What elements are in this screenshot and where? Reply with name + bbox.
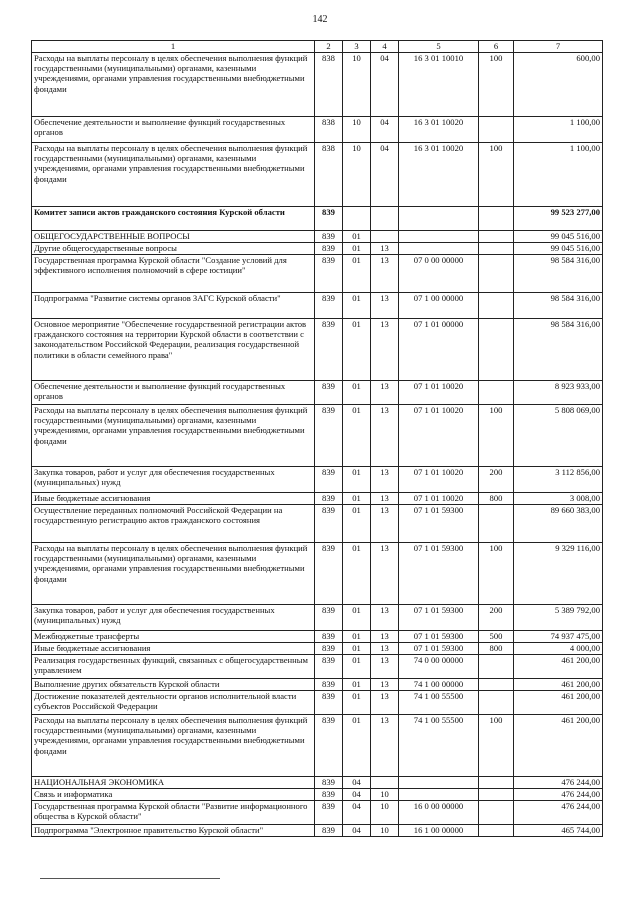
target-article-cell: 74 1 00 55500: [399, 691, 479, 715]
target-article-cell: 07 1 01 00000: [399, 319, 479, 381]
target-article-cell: 74 1 00 00000: [399, 679, 479, 691]
row-name-cell: Комитет записи актов гражданского состояния Курской области: [32, 207, 315, 231]
department-code-cell: 839: [315, 405, 343, 467]
table-row: [32, 643, 603, 655]
expense-type-cell: 100: [479, 543, 514, 605]
amount-cell: 5 808 069,00: [514, 405, 603, 467]
column-header: 5: [399, 41, 479, 53]
section-code-cell: 01: [343, 631, 371, 643]
table-row: [32, 543, 603, 605]
subsection-code-cell: 13: [371, 467, 399, 493]
section-code-cell: 01: [343, 293, 371, 319]
table-row: [32, 231, 603, 243]
section-code-cell: 01: [343, 655, 371, 679]
row-name-cell: Расходы на выплаты персоналу в целях обеспечения выполнения функций государственными (муниципальными) органами, казенными учреждениями, органами управления государственными внебюджетными фондами: [32, 715, 315, 777]
table-row: [32, 505, 603, 543]
expense-type-cell: [479, 243, 514, 255]
table-row: [32, 143, 603, 207]
column-header: 6: [479, 41, 514, 53]
table-header-row: [32, 41, 603, 53]
subsection-code-cell: 13: [371, 605, 399, 631]
expense-type-cell: [479, 691, 514, 715]
row-name-cell: Межбюджетные трансферты: [32, 631, 315, 643]
row-name-cell: Расходы на выплаты персоналу в целях обеспечения выполнения функций государственными (муниципальными) органами, казенными учреждениями, органами управления государственными внебюджетными фондами: [32, 53, 315, 117]
expense-type-cell: [479, 777, 514, 789]
row-name-cell: НАЦИОНАЛЬНАЯ ЭКОНОМИКА: [32, 777, 315, 789]
expense-type-cell: 100: [479, 715, 514, 777]
department-code-cell: 839: [315, 467, 343, 493]
subsection-code-cell: 04: [371, 53, 399, 117]
expense-type-cell: 100: [479, 405, 514, 467]
expense-type-cell: [479, 293, 514, 319]
row-name-cell: ОБЩЕГОСУДАРСТВЕННЫЕ ВОПРОСЫ: [32, 231, 315, 243]
amount-cell: 476 244,00: [514, 801, 603, 825]
target-article-cell: 07 1 01 10020: [399, 405, 479, 467]
section-code-cell: 01: [343, 679, 371, 691]
section-code-cell: 01: [343, 319, 371, 381]
department-code-cell: 839: [315, 679, 343, 691]
row-name-cell: Закупка товаров, работ и услуг для обеспечения государственных (муниципальных) нужд: [32, 467, 315, 493]
subsection-code-cell: 13: [371, 493, 399, 505]
target-article-cell: 07 1 00 00000: [399, 293, 479, 319]
column-header: 3: [343, 41, 371, 53]
table-row: [32, 605, 603, 631]
department-code-cell: 838: [315, 117, 343, 143]
subsection-code-cell: 13: [371, 319, 399, 381]
subsection-code-cell: 13: [371, 655, 399, 679]
section-code-cell: 10: [343, 143, 371, 207]
subsection-code-cell: [371, 777, 399, 789]
section-code-cell: 01: [343, 505, 371, 543]
target-article-cell: [399, 777, 479, 789]
amount-cell: 5 389 792,00: [514, 605, 603, 631]
subsection-code-cell: 10: [371, 789, 399, 801]
expense-type-cell: [479, 825, 514, 837]
amount-cell: 98 584 316,00: [514, 319, 603, 381]
expense-type-cell: [479, 207, 514, 231]
department-code-cell: 839: [315, 643, 343, 655]
section-code-cell: 10: [343, 117, 371, 143]
target-article-cell: 16 3 01 10020: [399, 117, 479, 143]
row-name-cell: Основное мероприятие "Обеспечение государственной регистрации актов гражданского состояния на территории Курской области в соответствии с законодательством Российской Федерации, реализация государственной политики в области семейного права": [32, 319, 315, 381]
department-code-cell: 838: [315, 143, 343, 207]
department-code-cell: 839: [315, 655, 343, 679]
department-code-cell: 839: [315, 825, 343, 837]
amount-cell: 461 200,00: [514, 691, 603, 715]
section-code-cell: 10: [343, 53, 371, 117]
row-name-cell: Связь и информатика: [32, 789, 315, 801]
column-header: 7: [514, 41, 603, 53]
subsection-code-cell: 10: [371, 801, 399, 825]
amount-cell: 99 045 516,00: [514, 231, 603, 243]
section-code-cell: 04: [343, 777, 371, 789]
table-row: [32, 715, 603, 777]
department-code-cell: 839: [315, 319, 343, 381]
amount-cell: 476 244,00: [514, 789, 603, 801]
target-article-cell: [399, 231, 479, 243]
department-code-cell: 839: [315, 715, 343, 777]
row-name-cell: Иные бюджетные ассигнования: [32, 493, 315, 505]
section-code-cell: 01: [343, 643, 371, 655]
expense-type-cell: [479, 381, 514, 405]
amount-cell: 98 584 316,00: [514, 255, 603, 293]
row-name-cell: Иные бюджетные ассигнования: [32, 643, 315, 655]
row-name-cell: Расходы на выплаты персоналу в целях обеспечения выполнения функций государственными (муниципальными) органами, казенными учреждениями, органами управления государственными внебюджетными фондами: [32, 543, 315, 605]
row-name-cell: Государственная программа Курской области "Развитие информационного общества в Курской области": [32, 801, 315, 825]
department-code-cell: 839: [315, 631, 343, 643]
department-code-cell: 839: [315, 255, 343, 293]
department-code-cell: 839: [315, 293, 343, 319]
expense-type-cell: 200: [479, 605, 514, 631]
amount-cell: 98 584 316,00: [514, 293, 603, 319]
target-article-cell: 07 1 01 10020: [399, 493, 479, 505]
table-row: [32, 255, 603, 293]
row-name-cell: Государственная программа Курской области "Создание условий для эффективного исполнения полномочий в сфере юстиции": [32, 255, 315, 293]
expense-type-cell: [479, 655, 514, 679]
section-code-cell: 01: [343, 255, 371, 293]
section-code-cell: 04: [343, 825, 371, 837]
amount-cell: 1 100,00: [514, 143, 603, 207]
department-code-cell: 839: [315, 505, 343, 543]
expense-type-cell: [479, 319, 514, 381]
row-name-cell: Расходы на выплаты персоналу в целях обеспечения выполнения функций государственными (муниципальными) органами, казенными учреждениями, органами управления государственными внебюджетными фондами: [32, 405, 315, 467]
table-row: [32, 631, 603, 643]
expense-type-cell: [479, 117, 514, 143]
target-article-cell: 16 1 00 00000: [399, 825, 479, 837]
amount-cell: 461 200,00: [514, 715, 603, 777]
subsection-code-cell: 13: [371, 543, 399, 605]
section-code-cell: 01: [343, 405, 371, 467]
row-name-cell: Обеспечение деятельности и выполнение функций государственных органов: [32, 117, 315, 143]
row-name-cell: Подпрограмма "Развитие системы органов ЗАГС Курской области": [32, 293, 315, 319]
amount-cell: 3 008,00: [514, 493, 603, 505]
row-name-cell: Достижение показателей деятельности органов исполнительной власти субъектов Российской Федерации: [32, 691, 315, 715]
expense-type-cell: [479, 679, 514, 691]
table-row: [32, 53, 603, 117]
amount-cell: 465 744,00: [514, 825, 603, 837]
table-row: [32, 319, 603, 381]
amount-cell: 461 200,00: [514, 655, 603, 679]
section-code-cell: 01: [343, 231, 371, 243]
expense-type-cell: 200: [479, 467, 514, 493]
row-name-cell: Расходы на выплаты персоналу в целях обеспечения выполнения функций государственными (муниципальными) органами, казенными учреждениями, органами управления государственными внебюджетными фондами: [32, 143, 315, 207]
row-name-cell: Обеспечение деятельности и выполнение функций государственных органов: [32, 381, 315, 405]
row-name-cell: Подпрограмма "Электронное правительство Курской области": [32, 825, 315, 837]
target-article-cell: [399, 243, 479, 255]
budget-table: [31, 40, 603, 837]
amount-cell: 476 244,00: [514, 777, 603, 789]
department-code-cell: 839: [315, 691, 343, 715]
section-code-cell: [343, 207, 371, 231]
department-code-cell: 838: [315, 53, 343, 117]
column-header: 1: [32, 41, 315, 53]
row-name-cell: Закупка товаров, работ и услуг для обеспечения государственных (муниципальных) нужд: [32, 605, 315, 631]
amount-cell: 4 000,00: [514, 643, 603, 655]
department-code-cell: 839: [315, 801, 343, 825]
subsection-code-cell: 13: [371, 631, 399, 643]
target-article-cell: 16 0 00 00000: [399, 801, 479, 825]
expense-type-cell: 800: [479, 493, 514, 505]
amount-cell: 89 660 383,00: [514, 505, 603, 543]
section-code-cell: 04: [343, 789, 371, 801]
table-row: [32, 243, 603, 255]
section-code-cell: 01: [343, 243, 371, 255]
target-article-cell: 07 1 01 10020: [399, 381, 479, 405]
table-row: [32, 207, 603, 231]
target-article-cell: 07 1 01 59300: [399, 631, 479, 643]
subsection-code-cell: 13: [371, 505, 399, 543]
subsection-code-cell: 13: [371, 679, 399, 691]
expense-type-cell: [479, 231, 514, 243]
subsection-code-cell: [371, 231, 399, 243]
table-row: [32, 825, 603, 837]
subsection-code-cell: 10: [371, 825, 399, 837]
department-code-cell: 839: [315, 605, 343, 631]
subsection-code-cell: 04: [371, 143, 399, 207]
amount-cell: 3 112 856,00: [514, 467, 603, 493]
section-code-cell: 01: [343, 691, 371, 715]
expense-type-cell: [479, 789, 514, 801]
amount-cell: 99 045 516,00: [514, 243, 603, 255]
subsection-code-cell: 13: [371, 643, 399, 655]
target-article-cell: 07 0 00 00000: [399, 255, 479, 293]
subsection-code-cell: 13: [371, 691, 399, 715]
department-code-cell: 839: [315, 381, 343, 405]
department-code-cell: 839: [315, 777, 343, 789]
amount-cell: 74 937 475,00: [514, 631, 603, 643]
subsection-code-cell: 04: [371, 117, 399, 143]
subsection-code-cell: 13: [371, 381, 399, 405]
section-code-cell: 01: [343, 493, 371, 505]
table-row: [32, 655, 603, 679]
table-row: [32, 405, 603, 467]
page-number: 142: [312, 14, 328, 25]
table-row: [32, 777, 603, 789]
expense-type-cell: 800: [479, 643, 514, 655]
subsection-code-cell: 13: [371, 243, 399, 255]
department-code-cell: 839: [315, 543, 343, 605]
department-code-cell: 839: [315, 207, 343, 231]
amount-cell: 8 923 933,00: [514, 381, 603, 405]
table-row: [32, 789, 603, 801]
amount-cell: 600,00: [514, 53, 603, 117]
target-article-cell: 07 1 01 59300: [399, 543, 479, 605]
amount-cell: 9 329 116,00: [514, 543, 603, 605]
section-code-cell: 01: [343, 381, 371, 405]
amount-cell: 461 200,00: [514, 679, 603, 691]
target-article-cell: [399, 789, 479, 801]
target-article-cell: 07 1 01 59300: [399, 605, 479, 631]
subsection-code-cell: 13: [371, 405, 399, 467]
column-header: 4: [371, 41, 399, 53]
target-article-cell: 16 3 01 10020: [399, 143, 479, 207]
row-name-cell: Реализация государственных функций, связанных с общегосударственным управлением: [32, 655, 315, 679]
target-article-cell: 07 1 01 59300: [399, 505, 479, 543]
target-article-cell: 74 1 00 55500: [399, 715, 479, 777]
table-row: [32, 493, 603, 505]
expense-type-cell: 100: [479, 143, 514, 207]
table-row: [32, 467, 603, 493]
target-article-cell: 16 3 01 10010: [399, 53, 479, 117]
table-row: [32, 679, 603, 691]
expense-type-cell: [479, 505, 514, 543]
table-row: [32, 117, 603, 143]
table-row: [32, 801, 603, 825]
section-code-cell: 01: [343, 467, 371, 493]
row-name-cell: Другие общегосударственные вопросы: [32, 243, 315, 255]
expense-type-cell: 100: [479, 53, 514, 117]
amount-cell: 99 523 277,00: [514, 207, 603, 231]
row-name-cell: Осуществление переданных полномочий Российской Федерации на государственную регистрацию актов гражданского состояния: [32, 505, 315, 543]
table-body: [32, 53, 603, 837]
section-code-cell: 01: [343, 543, 371, 605]
subsection-code-cell: 13: [371, 293, 399, 319]
row-name-cell: Выполнение других обязательств Курской области: [32, 679, 315, 691]
table-row: [32, 381, 603, 405]
subsection-code-cell: 13: [371, 715, 399, 777]
expense-type-cell: [479, 255, 514, 293]
section-code-cell: 01: [343, 715, 371, 777]
expense-type-cell: [479, 801, 514, 825]
subsection-code-cell: [371, 207, 399, 231]
table-row: [32, 691, 603, 715]
department-code-cell: 839: [315, 789, 343, 801]
target-article-cell: 07 1 01 59300: [399, 643, 479, 655]
table-row: [32, 293, 603, 319]
section-code-cell: 04: [343, 801, 371, 825]
expense-type-cell: 500: [479, 631, 514, 643]
target-article-cell: 07 1 01 10020: [399, 467, 479, 493]
target-article-cell: [399, 207, 479, 231]
footnote-divider: [40, 878, 220, 879]
department-code-cell: 839: [315, 493, 343, 505]
section-code-cell: 01: [343, 605, 371, 631]
department-code-cell: 839: [315, 243, 343, 255]
amount-cell: 1 100,00: [514, 117, 603, 143]
department-code-cell: 839: [315, 231, 343, 243]
target-article-cell: 74 0 00 00000: [399, 655, 479, 679]
column-header: 2: [315, 41, 343, 53]
subsection-code-cell: 13: [371, 255, 399, 293]
